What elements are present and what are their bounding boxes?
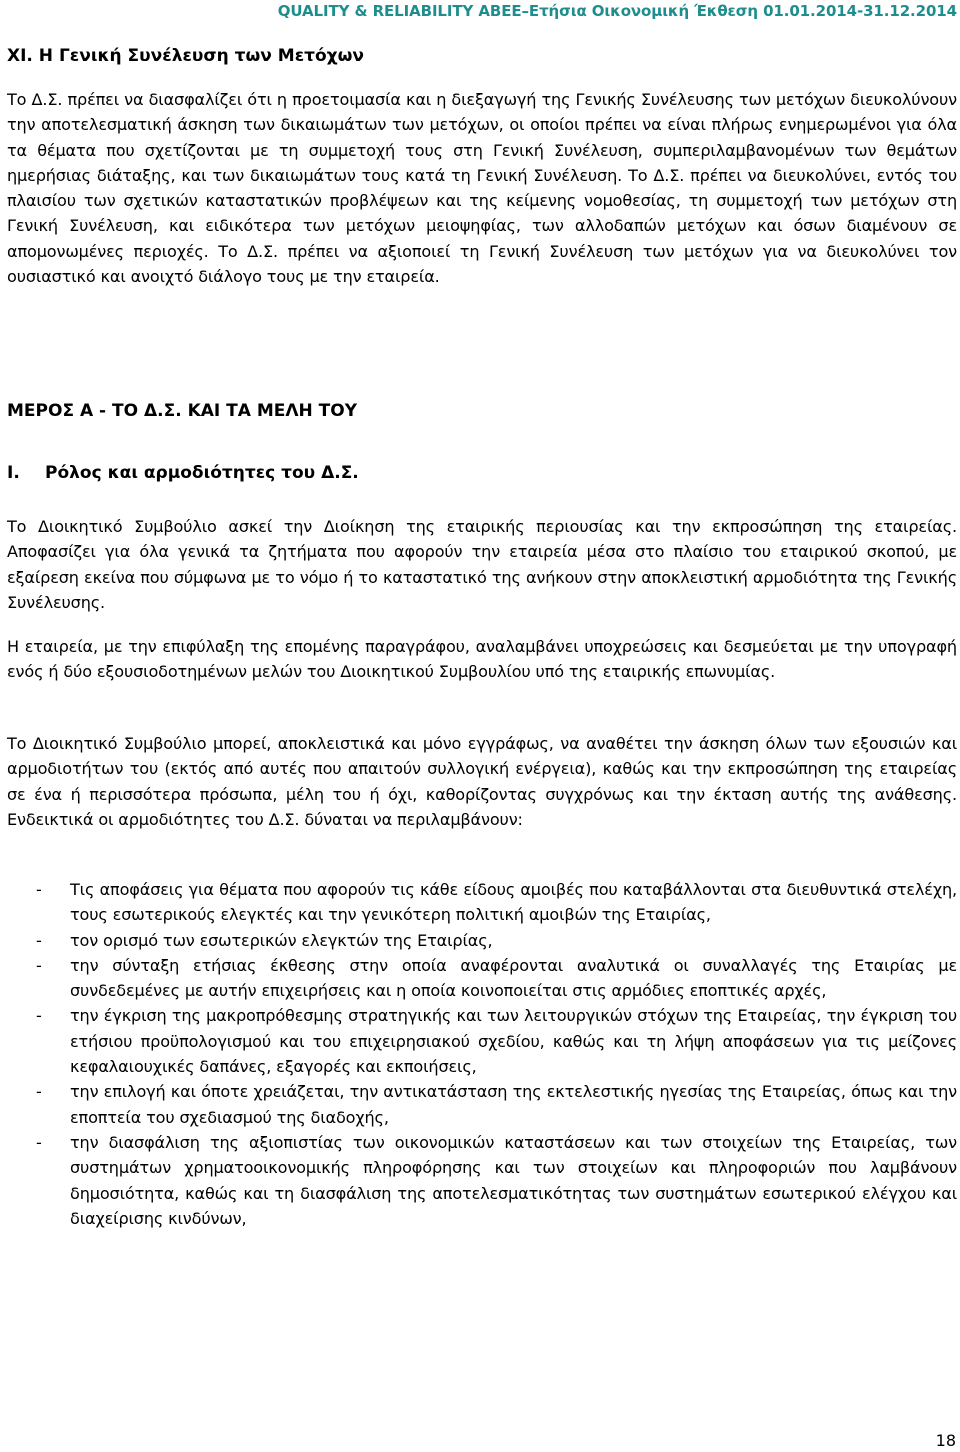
list-item bbox=[36, 1079, 957, 1130]
subsection-paragraph-block-1 bbox=[7, 514, 957, 615]
part-heading: ΜΕΡΟΣ Α - ΤΟ Δ.Σ. ΚΑΙ ΤΑ ΜΕΛΗ ΤΟΥ bbox=[7, 401, 358, 421]
list-dash: - bbox=[36, 880, 42, 899]
body-paragraph: Το Διοικητικό Συμβούλιο ασκεί την Διοίκηση της εταιρικής περιουσίας και την εκπροσώπηση της εταιρείας. Αποφασίζει για όλα γενικά τα ζητήματα που αφορούν την εταιρεία μέσα στο πλαίσιο του εταιρικού σκοπού, με εξαίρεση εκείνα που σύμφωνα με το νόμο ή το καταστατικό της ανήκουν στην αποκλειστική αρμοδιότητα της Γενικής Συνέλευσης. bbox=[7, 517, 957, 612]
list-dash: - bbox=[36, 955, 42, 975]
list-item-text: την επιλογή και όποτε χρειάζεται, την αντικατάσταση της εκτελεστικής ηγεσίας της Εταιρείας, όπως και την εποπτεία του σχεδιασμού της διαδοχής, bbox=[70, 1082, 957, 1127]
list-item bbox=[36, 953, 957, 1004]
section-paragraph: Το Δ.Σ. πρέπει να διασφαλίζει ότι η προετοιμασία και η διεξαγωγή της Γενικής Συνέλευσης των μετόχων διευκολύνουν την αποτελεσματική άσκηση των δικαιωμάτων των μετόχων, οι οποίοι πρέπει να είναι πλήρως ενημερωμένοι για όλα τα θέματα που σχετίζονται με τη συμμετοχή τους στη Γενική Συνέλευση, συμπεριλαμβανομένων των θεμάτων ημερήσιας διάταξης, και των δικαιωμάτων τους κατά τη Γενική Συνέλευση. Το Δ.Σ. πρέπει να διευκολύνει, εντός του πλαισίου των σχετικών καταστατικών προβλέψεων και της κείμενης νομοθεσίας, τη συμμετοχή των μετόχων στη Γενική Συνέλευση, και ειδικότερα των μετόχων μειοψηφίας, των αλλοδαπών μετόχων και όσων διαμένουν σε απομονωμένες περιοχές. Το Δ.Σ. πρέπει να αξιοποιεί τη Γενική Συνέλευση των μετόχων για να διευκολύνει τον ουσιαστικό και ανοιχτό διάλογο τους με την εταιρεία. bbox=[7, 90, 957, 287]
list-dash: - bbox=[36, 1082, 42, 1102]
list-dash: - bbox=[36, 1132, 42, 1152]
body-paragraph: Το Διοικητικό Συμβούλιο μπορεί, αποκλειστικά και μόνο εγγράφως, να αναθέτει την άσκηση όλων των εξουσιών και αρμοδιοτήτων του (εκτός από αυτές που απαιτούν συλλογική ενέργεια), καθώς και την εκπροσώπηση της εταιρείας σε ένα ή περισσότερα πρόσωπα, μέλη του ή όχι, καθορίζοντας συγχρόνως και την έκταση αυτής της ανάθεσης. Ενδεικτικά οι αρμοδιότητες του Δ.Σ. δύναται να περιλαμβάνουν: bbox=[7, 734, 957, 829]
list-item-text: την έγκριση της μακροπρόθεσμης στρατηγικής και των λειτουργικών στόχων της Εταιρείας, την έγκριση του ετήσιου προϋπολογισμού και του επιχειρησιακού σχεδίου, καθώς και τη λήψη αποφάσεων για τις μείζονες κεφαλαιουχικές δαπάνες, εξαγορές και εκποιήσεις, bbox=[70, 1006, 957, 1077]
list-item-text: Τις αποφάσεις για θέματα που αφορούν τις κάθε είδους αμοιβές που καταβάλλονται στα διευθυντικά στελέχη, τους εσωτερικούς ελεγκτές και την γενικότερη πολιτική αμοιβών της Εταιρίας, bbox=[70, 880, 957, 925]
list-item bbox=[36, 1130, 957, 1231]
subsection-number: I. bbox=[7, 463, 20, 483]
list-item bbox=[36, 928, 957, 953]
subsection-paragraph-block-3 bbox=[7, 731, 957, 832]
list-item-text: τον ορισμό των εσωτερικών ελεγκτών της Εταιρίας, bbox=[70, 930, 493, 950]
list-item-text: την σύνταξη ετήσιας έκθεσης στην οποία αναφέρονται αναλυτικά οι συναλλαγές της Εταιρίας με συνδεδεμένες με αυτήν επιχειρήσεις και η οποία κοινοποιείται στις αρμόδιες εποπτικές αρχές, bbox=[70, 955, 957, 1001]
list-dash: - bbox=[36, 1006, 42, 1026]
list-item bbox=[36, 877, 957, 928]
page-number: 18 bbox=[935, 1431, 956, 1450]
responsibilities-list bbox=[36, 877, 957, 1231]
subsection-heading bbox=[7, 463, 359, 483]
list-item-text: την διασφάλιση της αξιοπιστίας των οικονομικών καταστάσεων και των στοιχείων της Εταιρείας, των συστημάτων χρηματοοικονομικής πληροφόρησης και των στοιχείων και πληροφοριών που λαμβάνουν δημοσιότητα, καθώς και τη διασφάλιση της αποτελεσματικότητας των συστημάτων εσωτερικού ελέγχου και διαχείρισης κινδύνων, bbox=[70, 1132, 957, 1228]
list-dash: - bbox=[36, 930, 42, 950]
subsection-paragraph-block-2 bbox=[7, 634, 957, 685]
running-header: QUALITY & RELIABILITY ΑΒΕΕ–Ετήσια Οικονομική Έκθεση 01.01.2014-31.12.2014 bbox=[277, 2, 957, 20]
section-title: XI. Η Γενική Συνέλευση των Μετόχων bbox=[7, 46, 364, 66]
list-item bbox=[36, 1003, 957, 1079]
body-paragraph: Η εταιρεία, με την επιφύλαξη της επομένης παραγράφου, αναλαμβάνει υποχρεώσεις και δεσμεύεται με την υπογραφή ενός ή δύο εξουσιοδοτημένων μελών του Διοικητικού Συμβουλίου υπό της εταιρικής επωνυμίας. bbox=[7, 637, 957, 682]
section-paragraph-block bbox=[7, 87, 957, 289]
subsection-title: Ρόλος και αρμοδιότητες του Δ.Σ. bbox=[45, 463, 359, 483]
